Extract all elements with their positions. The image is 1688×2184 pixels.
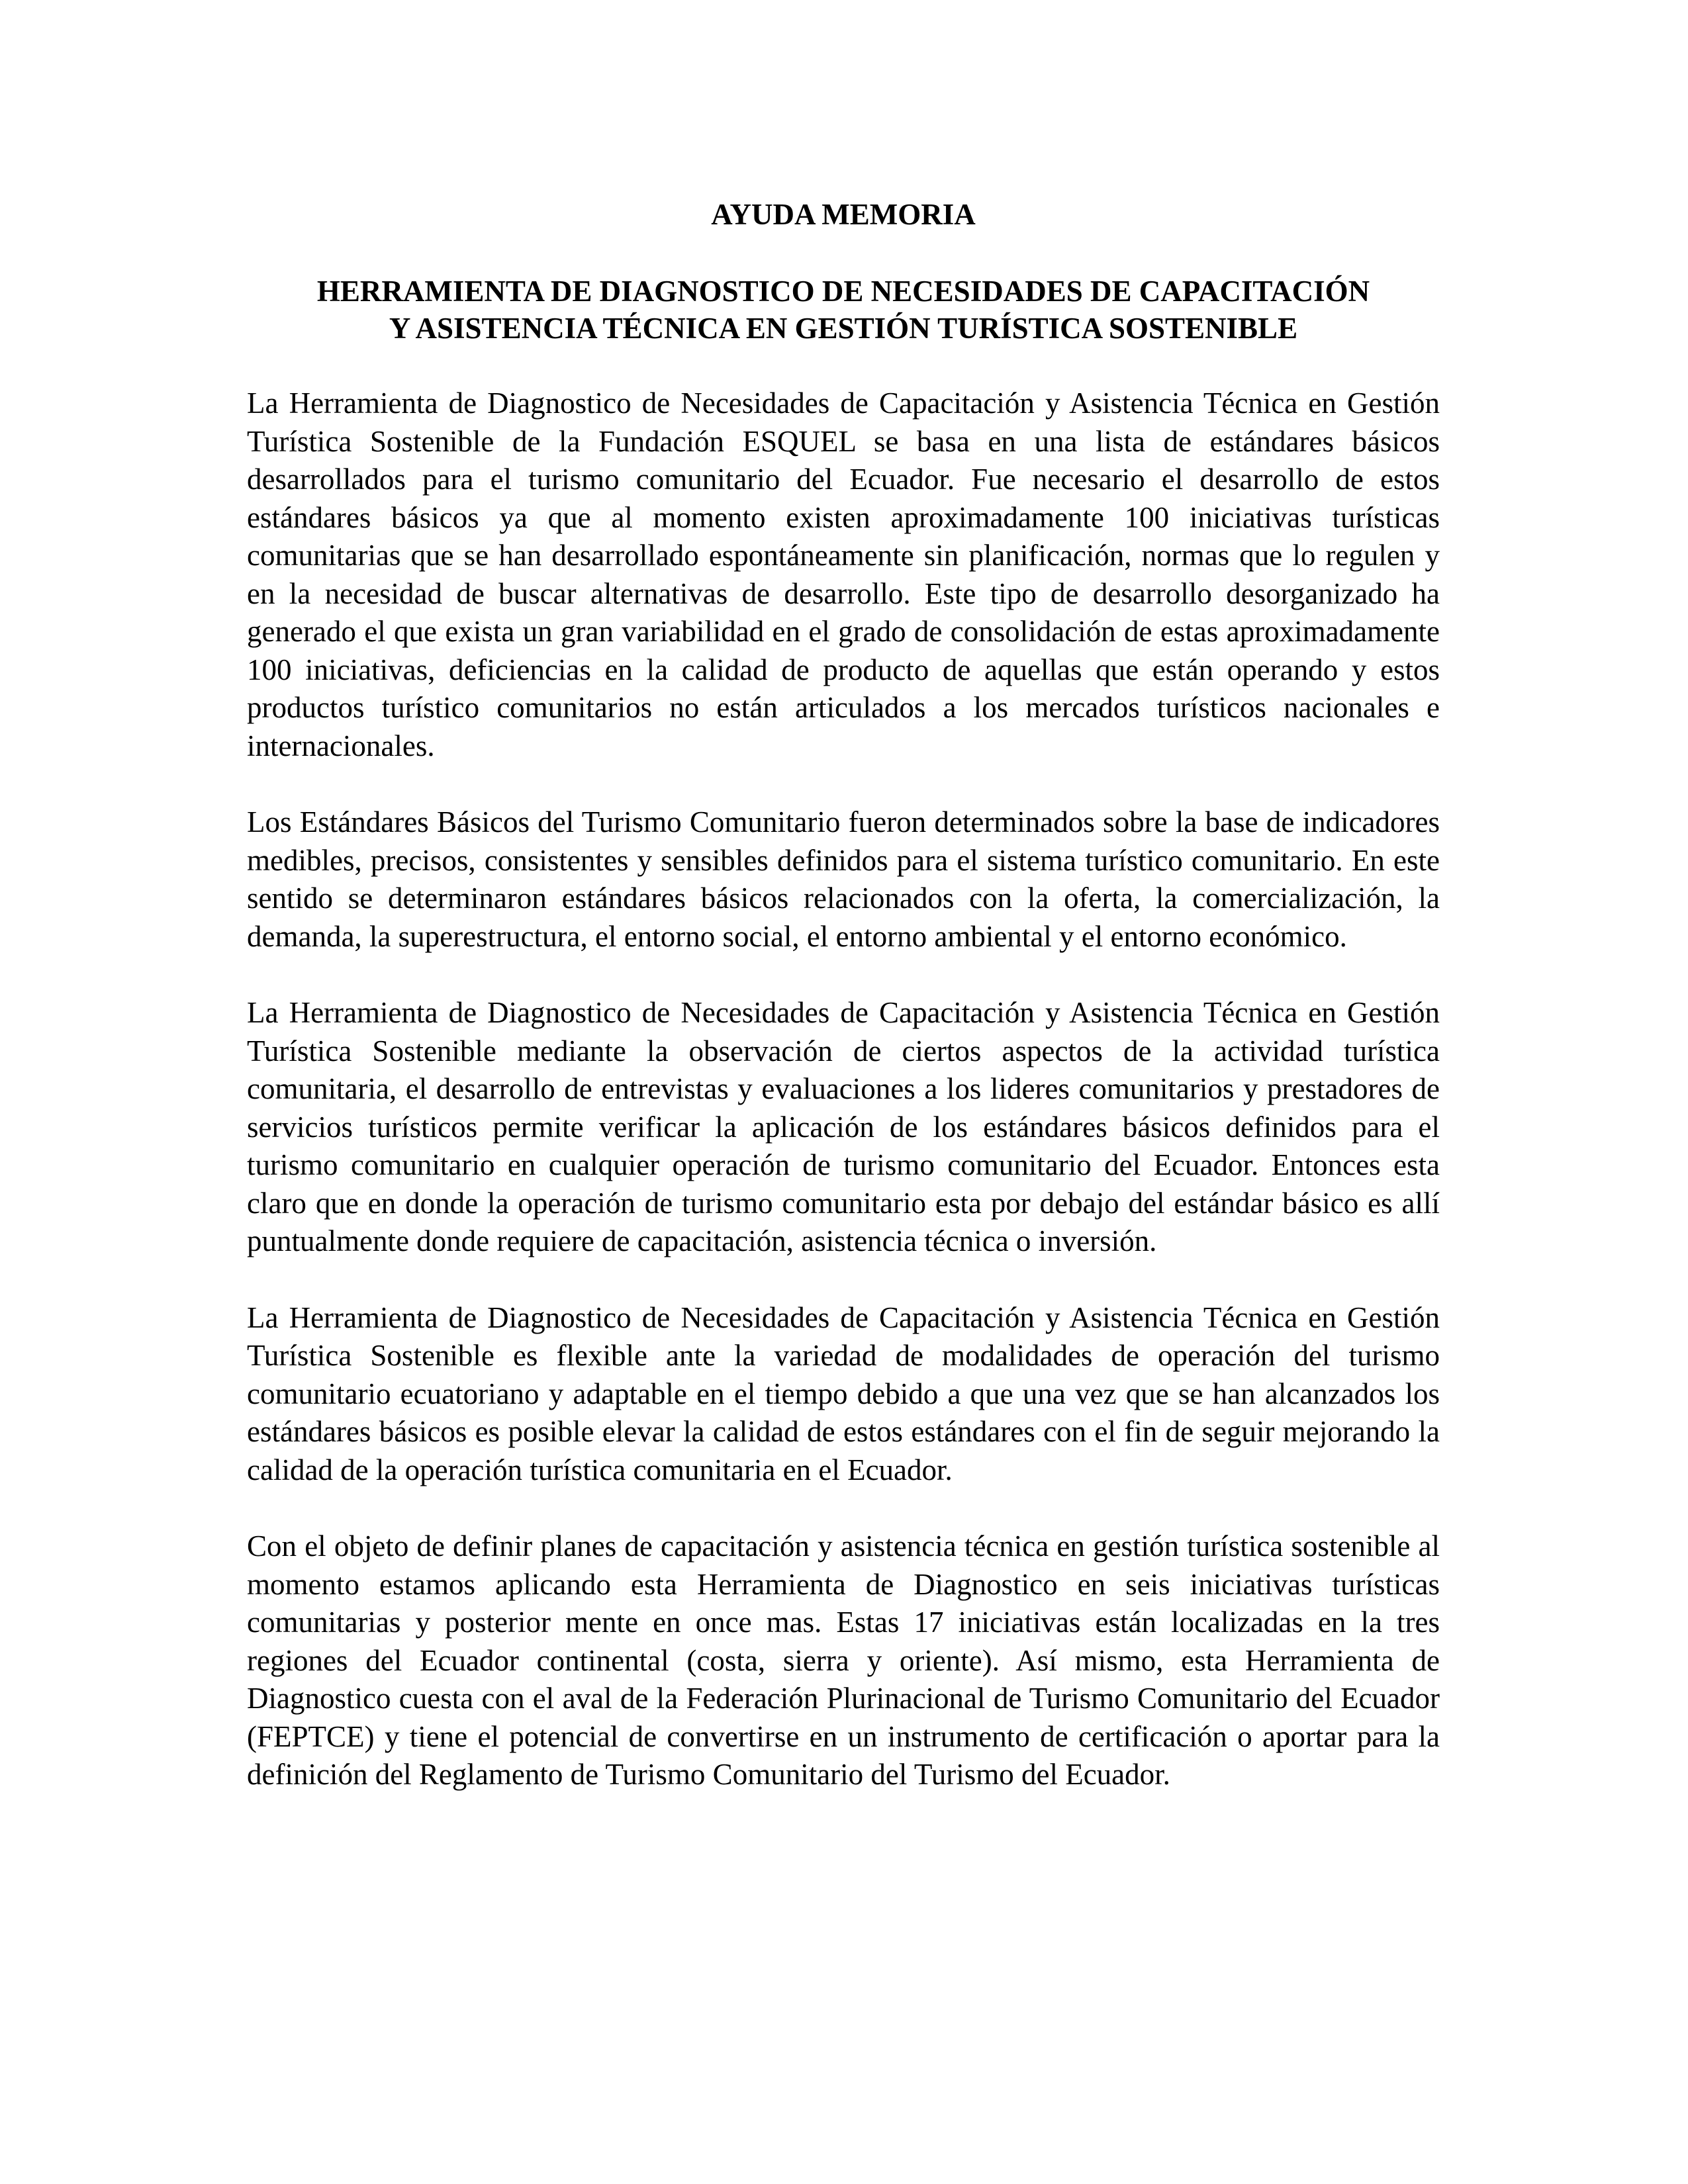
document-subtitle-line-1: HERRAMIENTA DE DIAGNOSTICO DE NECESIDADES DE CAPACITACIÓN (316, 275, 1370, 308)
paragraph-3: La Herramienta de Diagnostico de Necesidades de Capacitación y Asistencia Técnica en Gestión Turística Sostenible mediante la observación de ciertos aspectos de la actividad turística comunitaria, el desarrollo de entrevistas y evaluaciones a los lideres comunitarios y prestadores de servicios turísticos permite verificar la aplicación de los estándares básicos definidos para el turismo comunitario en cualquier operación de turismo comunitario del Ecuador. Entonces esta claro que en donde la operación de turismo comunitario esta por debajo del estándar básico es allí puntualmente donde requiere de capacitación, asistencia técnica o inversión. (247, 996, 1440, 1257)
paragraph-5: Con el objeto de definir planes de capacitación y asistencia técnica en gestión turística sostenible al momento estamos aplicando esta Herramienta de Diagnostico en seis iniciativas turísticas comunitarias y posterior mente en once mas. Estas 17 iniciativas están localizadas en la tres regiones del Ecuador continental (costa, sierra y oriente). Así mismo, esta Herramienta de Diagnostico cuesta con el aval de la Federación Plurinacional de Turismo Comunitario del Ecuador (FEPTCE) y tiene el potencial de convertirse en un instrumento de certificación o aportar para la definición del Reglamento de Turismo Comunitario del Turismo del Ecuador. (247, 1529, 1440, 1791)
document-subtitle-line-2: Y ASISTENCIA TÉCNICA EN GESTIÓN TURÍSTICA SOSTENIBLE (389, 312, 1298, 345)
document-title: AYUDA MEMORIA (711, 198, 976, 231)
paragraph-1: La Herramienta de Diagnostico de Necesidades de Capacitación y Asistencia Técnica en Gestión Turística Sostenible de la Fundación ESQUEL se basa en una lista de estándares básicos desarrollados para el turismo comunitario del Ecuador. Fue necesario el desarrollo de estos estándares básicos ya que al momento existen aproximadamente 100 iniciativas turísticas comunitarias que se han desarrollado espontáneamente sin planificación, normas que lo regulen y en la necesidad de buscar alternativas de desarrollo. Este tipo de desarrollo desorganizado ha generado el que exista un gran variabilidad en el grado de consolidación de estas aproximadamente 100 iniciativas, deficiencias en la calidad de producto de aquellas que están operando y estos productos turístico comunitarios no están articulados a los mercados turísticos nacionales e internacionales. (247, 387, 1440, 762)
paragraph-2: Los Estándares Básicos del Turismo Comunitario fueron determinados sobre la base de indicadores medibles, precisos, consistentes y sensibles definidos para el sistema turístico comunitario. En este sentido se determinaron estándares básicos relacionados con la oferta, la comercialización, la demanda, la superestructura, el entorno social, el entorno ambiental y el entorno económico. (247, 805, 1440, 953)
document-page (247, 196, 1440, 1794)
paragraph-4: La Herramienta de Diagnostico de Necesidades de Capacitación y Asistencia Técnica en Gestión Turística Sostenible es flexible ante la variedad de modalidades de operación del turismo comunitario ecuatoriano y adaptable en el tiempo debido a que una vez que se han alcanzados los estándares básicos es posible elevar la calidad de estos estándares con el fin de seguir mejorando la calidad de la operación turística comunitaria en el Ecuador. (247, 1300, 1440, 1486)
